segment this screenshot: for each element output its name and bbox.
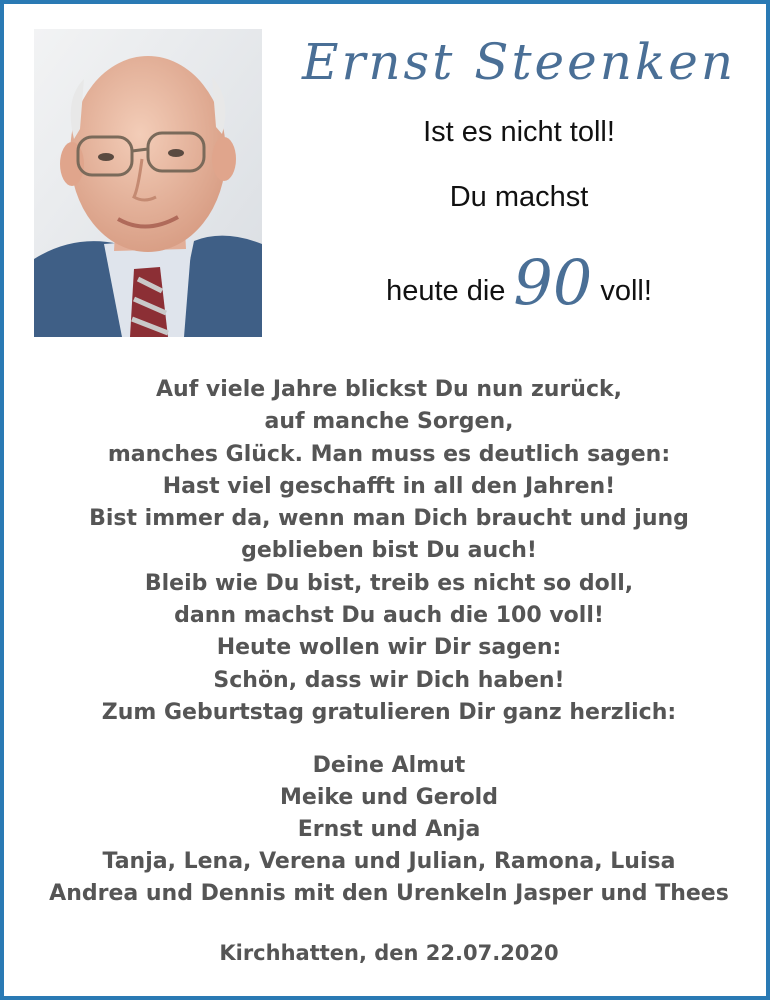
age-number: 90 xyxy=(513,246,593,319)
poem-line: manches Glück. Man muss es deutlich sagen: xyxy=(107,441,671,467)
signatory-line: Ernst und Anja xyxy=(297,817,481,842)
poem-line: Bleib wie Du bist, treib es nicht so doll, xyxy=(144,570,634,596)
signatory-line: Tanja, Lena, Verena und Julian, Ramona, Luisa xyxy=(102,849,676,874)
poem-text xyxy=(24,374,754,729)
place-date: Kirchhatten, den 22.07.2020 xyxy=(219,941,559,965)
poem-line: dann machst Du auch die 100 voll! xyxy=(174,603,604,629)
poem-line: Schön, dass wir Dich haben! xyxy=(213,667,565,693)
headline-line-2: Du machst xyxy=(449,181,589,213)
headline-line-3-pre: heute die xyxy=(386,275,506,307)
poem-line: auf manche Sorgen, xyxy=(264,409,514,435)
signatory-line: Andrea und Dennis mit den Urenkeln Jasper und Thees xyxy=(49,881,729,906)
poem-line: geblieben bist Du auch! xyxy=(241,538,537,564)
headline-line-3-post: voll! xyxy=(600,275,652,307)
headline-line-3 xyxy=(284,246,754,319)
signatories-list xyxy=(24,750,754,910)
poem-line: Bist immer da, wenn man Dich braucht und jung xyxy=(89,506,689,532)
poem-line: Hast viel geschafft in all den Jahren! xyxy=(162,473,616,499)
signatory-line: Deine Almut xyxy=(312,753,466,778)
portrait-illustration xyxy=(34,29,262,337)
poem-line: Auf viele Jahre blickst Du nun zurück, xyxy=(156,377,622,402)
poem-line: Zum Geburtstag gratulieren Dir ganz herzlich: xyxy=(101,699,677,725)
honoree-name: Ernst Steenken xyxy=(301,33,737,91)
signatory-line: Meike und Gerold xyxy=(280,785,498,810)
portrait-photo xyxy=(34,29,262,337)
headline-line-1: Ist es nicht toll! xyxy=(423,116,615,148)
poem-line: Heute wollen wir Dir sagen: xyxy=(216,635,562,661)
